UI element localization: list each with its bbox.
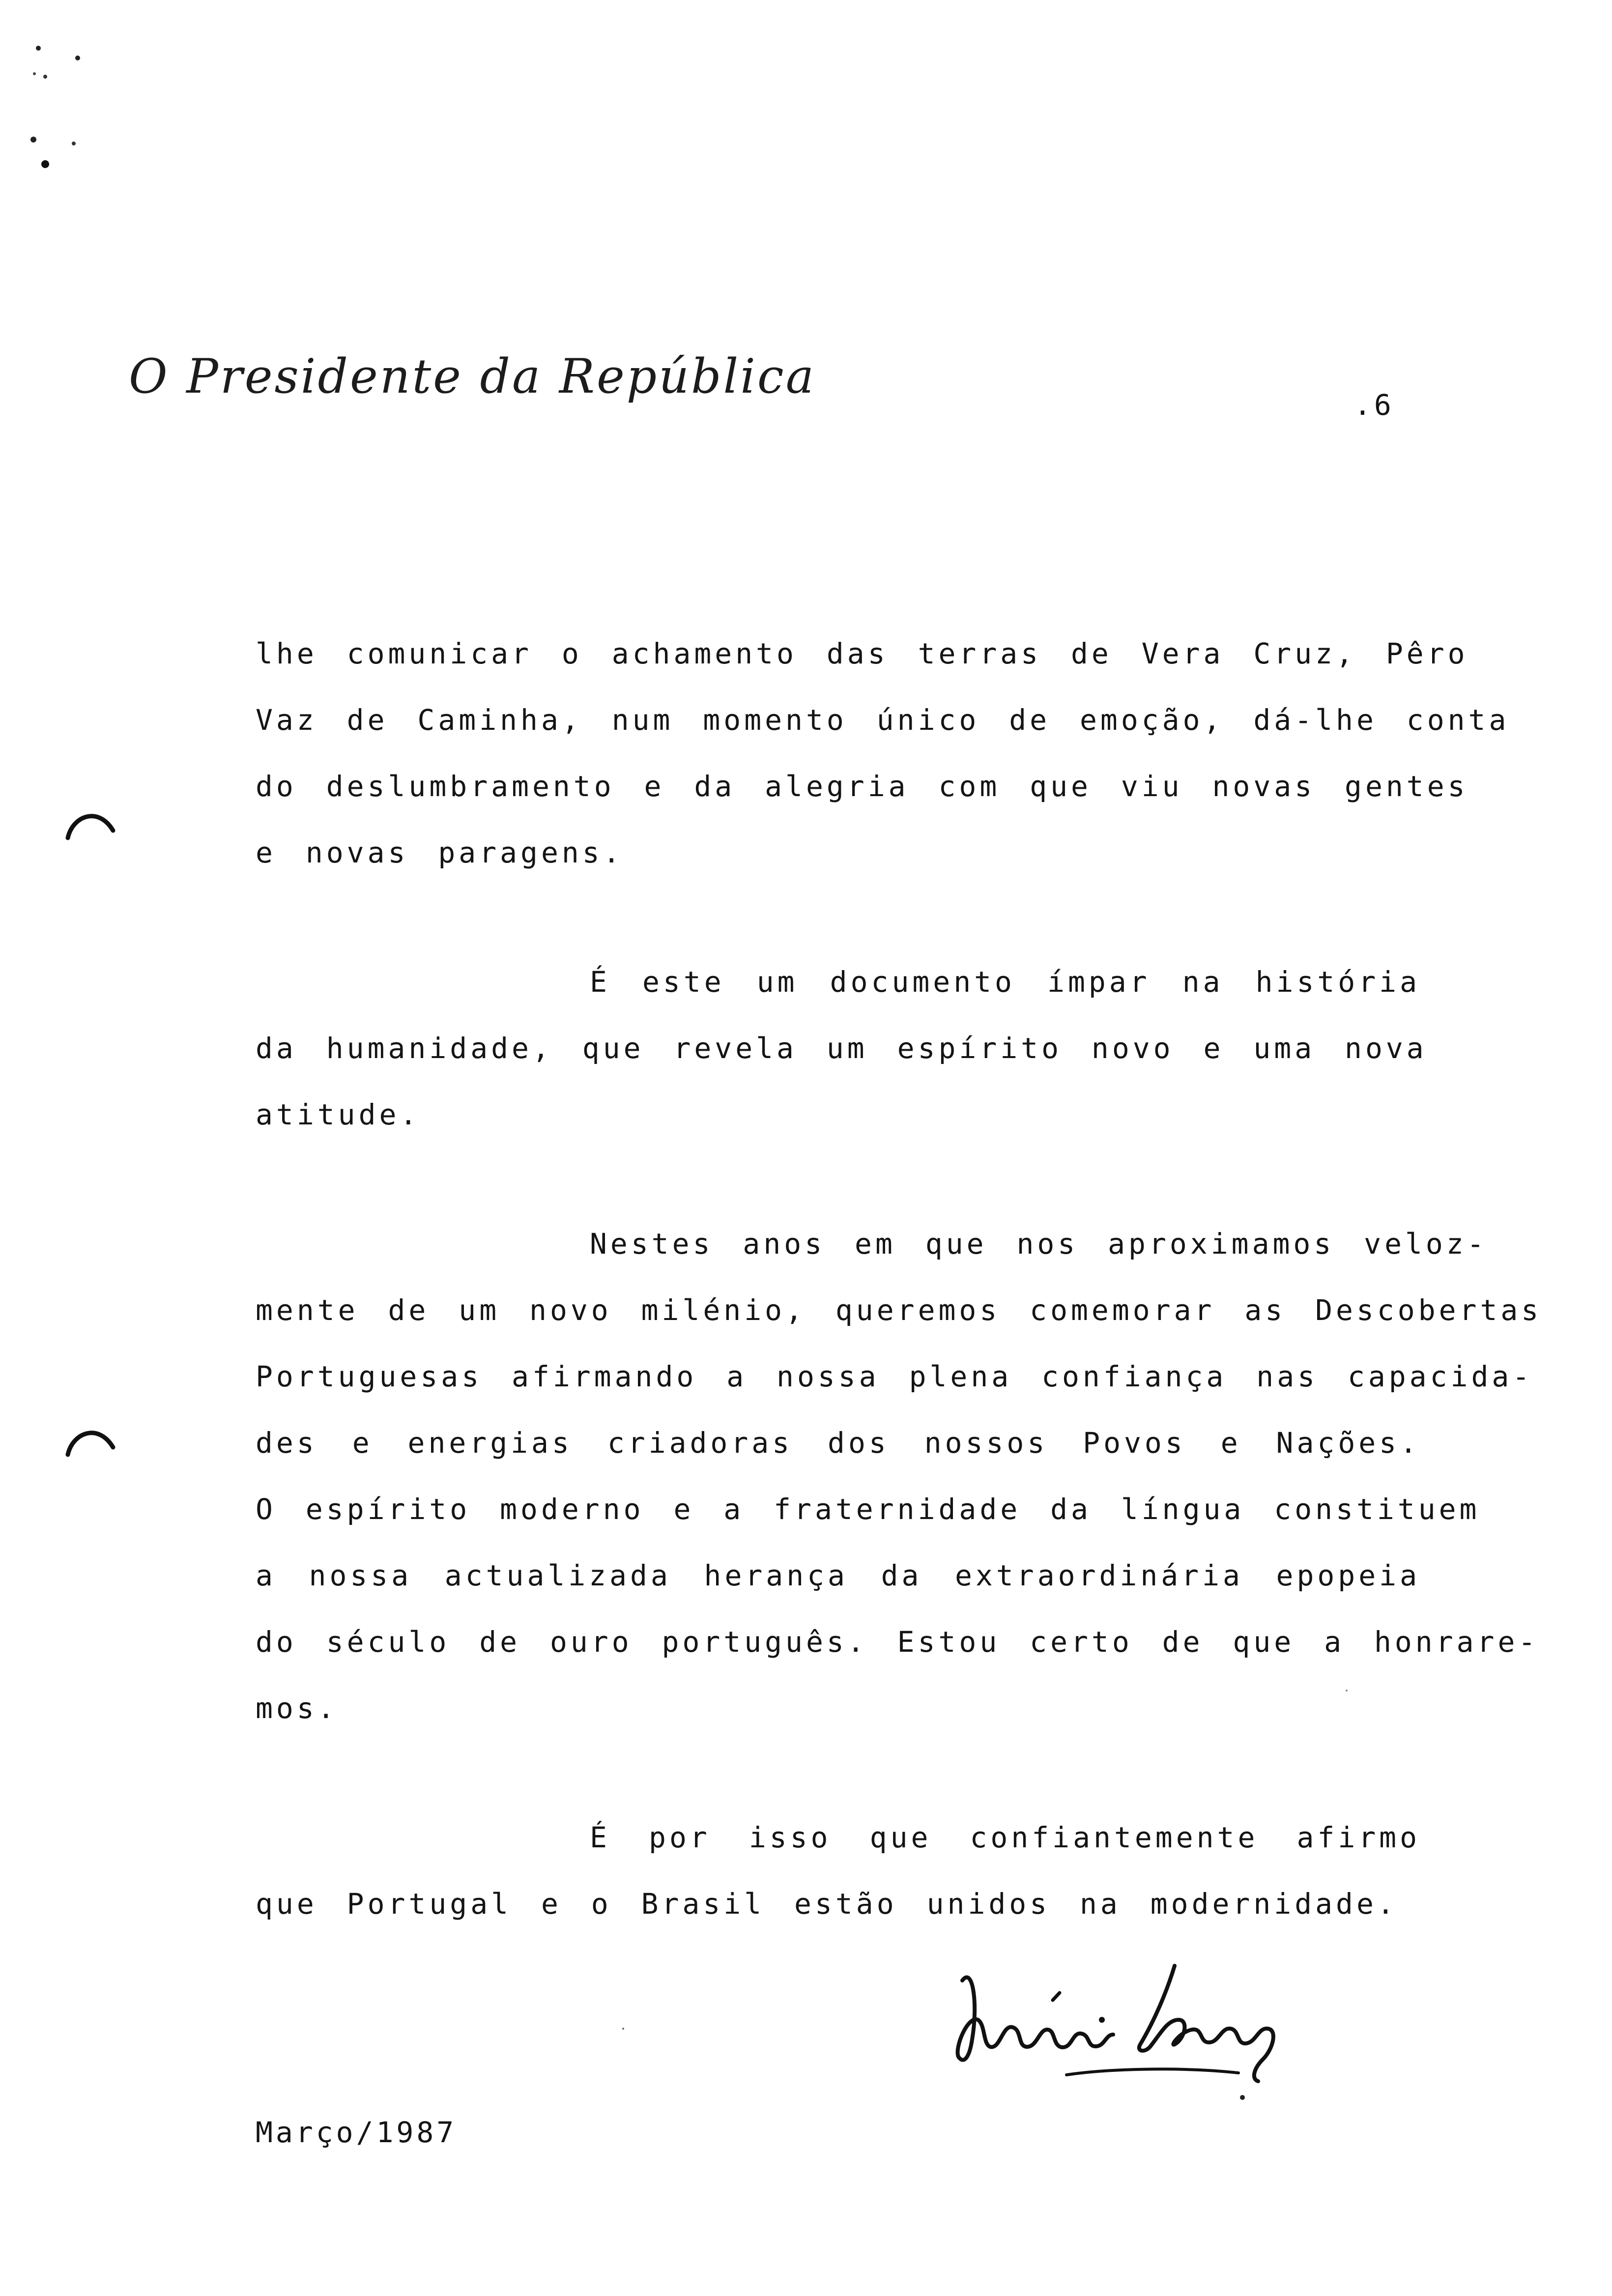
signature bbox=[944, 1946, 1297, 2113]
text-line: É por isso que confiantemente afirmo bbox=[590, 1821, 1420, 1854]
paragraph-2 bbox=[256, 962, 1427, 1161]
text-line: do século de ouro português. Estou certo de que a honrare- bbox=[256, 1625, 1539, 1659]
text-line: lhe comunicar o achamento das terras de Vera Cruz, Pêro bbox=[256, 637, 1468, 670]
text-line: atitude. bbox=[256, 1098, 421, 1131]
punch-hole-mark-top bbox=[68, 816, 113, 838]
paragraph-4 bbox=[256, 1818, 1420, 1951]
text-line: do deslumbramento e da alegria com que viu novas gentes bbox=[256, 770, 1468, 803]
paragraph-3 bbox=[256, 1224, 1542, 1755]
text-line: Nestes anos em que nos aproximamos veloz- bbox=[590, 1227, 1488, 1261]
date: Março/1987 bbox=[256, 2116, 457, 2149]
text-line: Portuguesas afirmando a nossa plena confiança nas capacida- bbox=[256, 1360, 1533, 1393]
text-line: que Portugal e o Brasil estão unidos na modernidade. bbox=[256, 1887, 1398, 1921]
paragraph-1 bbox=[256, 634, 1510, 899]
text-line: mente de um novo milénio, queremos comemorar as Descobertas bbox=[256, 1293, 1542, 1327]
letter-body bbox=[256, 634, 1542, 2013]
text-line: da humanidade, que revela um espírito novo e uma nova bbox=[256, 1032, 1427, 1065]
page-number: .6 bbox=[1354, 388, 1394, 422]
letterhead bbox=[129, 349, 816, 423]
text-line: e novas paragens. bbox=[256, 836, 624, 869]
text-line: É este um documento ímpar na história bbox=[590, 965, 1420, 999]
text-line: a nossa actualizada herança da extraordinária epopeia bbox=[256, 1559, 1420, 1592]
text-line: O espírito moderno e a fraternidade da língua constituem bbox=[256, 1492, 1480, 1526]
punch-hole-mark-bottom bbox=[68, 1433, 113, 1455]
text-line: des e energias criadoras dos nossos Povos e Nações. bbox=[256, 1426, 1420, 1460]
text-line: mos. bbox=[256, 1692, 338, 1725]
letterhead-title: O Presidente da República bbox=[129, 349, 816, 404]
text-line: Vaz de Caminha, num momento único de emoção, dá-lhe conta bbox=[256, 703, 1510, 737]
